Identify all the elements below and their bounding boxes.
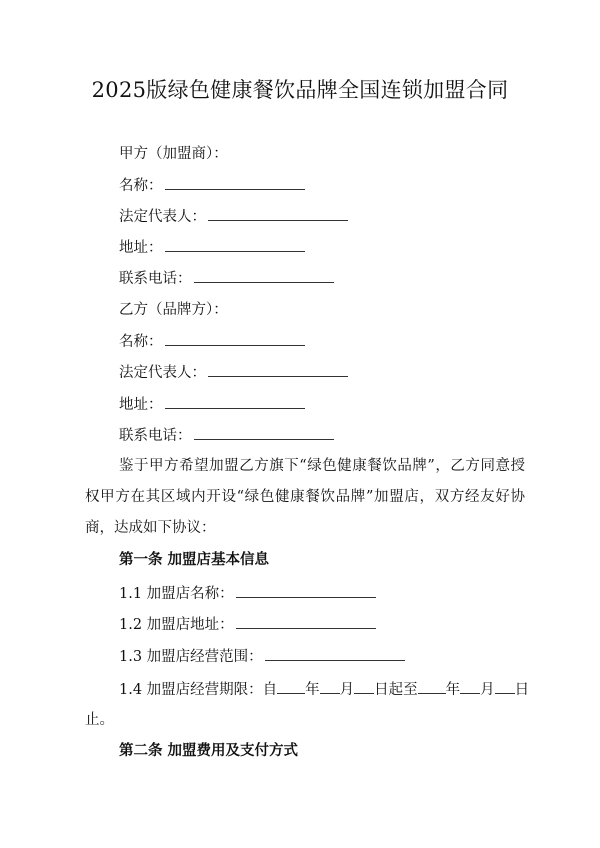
document-title: 2025版绿色健康餐饮品牌全国连锁加盟合同	[91, 78, 509, 102]
end-month-blank[interactable]	[460, 679, 480, 694]
start-year-label: 年	[305, 682, 320, 698]
start-month-blank[interactable]	[320, 679, 340, 694]
party-b-phone-label: 联系电话：	[119, 428, 192, 444]
party-a-rep-label: 法定代表人：	[119, 209, 206, 225]
store-name-blank[interactable]	[236, 583, 376, 598]
party-a-name-blank[interactable]	[165, 175, 305, 190]
business-scope-blank[interactable]	[265, 646, 405, 661]
item-1-1-label: 1.1 加盟店名称：	[119, 586, 234, 602]
party-b-address-blank[interactable]	[165, 394, 305, 409]
party-a-address-row	[119, 237, 305, 258]
party-a-phone-blank[interactable]	[194, 268, 334, 283]
party-b-address-label: 地址：	[119, 397, 163, 413]
item-1-2-label: 1.2 加盟店地址：	[119, 617, 234, 633]
party-b-heading: 乙方（品牌方）：	[119, 302, 228, 318]
party-b-phone-blank[interactable]	[194, 425, 334, 440]
intro-paragraph: 鉴于甲方希望加盟乙方旗下“绿色健康餐饮品牌”，乙方同意授权甲方在其区域内开设“绿色健康餐饮品牌”加盟店，双方经友好协商，达成如下协议：	[85, 458, 525, 536]
party-a-rep-blank[interactable]	[208, 206, 348, 221]
party-b-rep-row	[119, 362, 348, 383]
party-b-address-row	[119, 394, 305, 415]
end-day-blank[interactable]	[495, 679, 515, 694]
item-1-2-row	[119, 614, 376, 635]
party-a-address-label: 地址：	[119, 240, 163, 256]
party-a-name-label: 名称：	[119, 178, 163, 194]
party-b-name-blank[interactable]	[165, 331, 305, 346]
party-a-heading: 甲方（加盟商）：	[119, 146, 228, 162]
party-a-name-row	[119, 175, 305, 196]
end-day-label: 日	[514, 682, 530, 698]
party-b-name-label: 名称：	[119, 334, 163, 350]
article-2-heading: 第二条 加盟费用及支付方式	[119, 742, 299, 759]
item-1-4-prefix: 1.4 加盟店经营期限：自	[119, 682, 278, 698]
party-b-name-row	[119, 331, 305, 352]
item-1-3-row	[119, 646, 405, 667]
party-b-rep-label: 法定代表人：	[119, 365, 206, 381]
party-a-address-blank[interactable]	[165, 237, 305, 252]
end-year-blank[interactable]	[418, 679, 446, 694]
end-year-label: 年	[445, 682, 461, 698]
item-1-4-end: 止。	[85, 712, 114, 728]
party-a-phone-label: 联系电话：	[119, 271, 192, 287]
start-day-label: 日起至	[374, 682, 418, 698]
party-a-phone-row	[119, 268, 334, 289]
start-year-blank[interactable]	[277, 679, 305, 694]
end-month-label: 月	[480, 682, 495, 698]
start-day-blank[interactable]	[354, 679, 374, 694]
party-a-rep-row	[119, 206, 348, 227]
store-address-blank[interactable]	[236, 614, 376, 629]
party-b-rep-blank[interactable]	[208, 362, 348, 377]
item-1-1-row	[119, 583, 376, 604]
item-1-4-row	[119, 679, 529, 700]
article-1-heading: 第一条 加盟店基本信息	[119, 551, 270, 568]
item-1-3-label: 1.3 加盟店经营范围：	[119, 649, 263, 665]
party-b-phone-row	[119, 425, 334, 446]
start-month-label: 月	[339, 682, 355, 698]
